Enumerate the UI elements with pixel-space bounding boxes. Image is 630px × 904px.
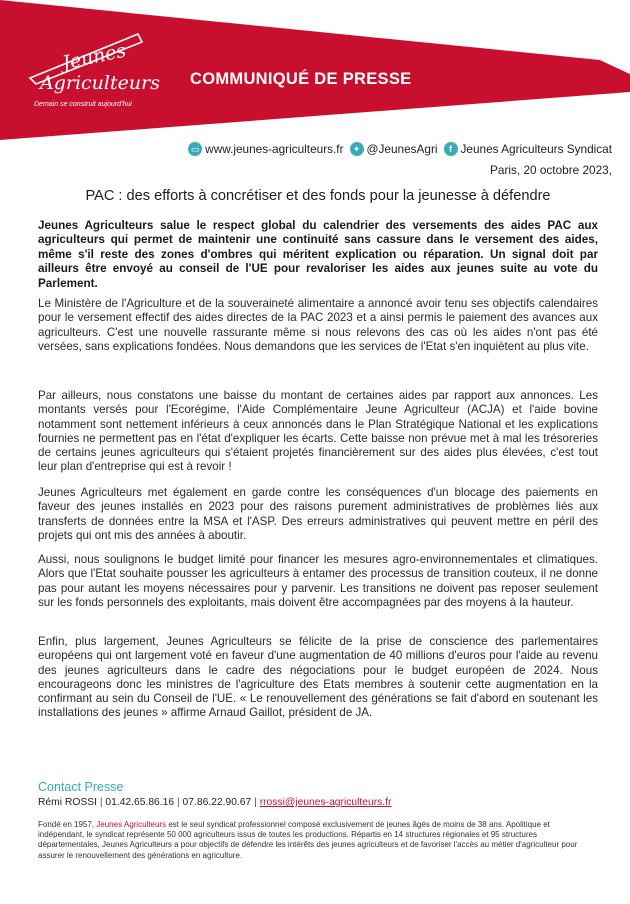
separator: | bbox=[254, 797, 257, 808]
press-contact-details bbox=[38, 797, 391, 808]
facebook-icon: f bbox=[444, 142, 458, 156]
press-contact-mobile[interactable]: 07.86.22.90.67 bbox=[182, 797, 252, 808]
footer-org-name: Jeunes Agriculteurs bbox=[96, 820, 167, 829]
press-contact-email[interactable]: rrossi@jeunes-agriculteurs.fr bbox=[259, 797, 392, 808]
separator: | bbox=[99, 797, 103, 808]
body-paragraph: Jeunes Agriculteurs met également en garde contre les conséquences d'un blocage des paiements en faveur des jeunes installés en 2023 pour des raisons purement administratives de problèmes liés aux transferts de données entre la MSA et l'ASP. Des erreurs administratives qui peuvent mettre en péril des projets qui ont mis des années à aboutir. bbox=[38, 486, 598, 542]
press-contact-heading: Contact Presse bbox=[38, 780, 124, 794]
website-text: www.jeunes-agriculteurs.fr bbox=[205, 142, 344, 156]
document-type-title: COMMUNIQUÉ DE PRESSE bbox=[190, 70, 412, 88]
twitter-icon: ✦ bbox=[350, 142, 364, 156]
footer-text-end: est le seul syndicat professionnel composé exclusivement de jeunes âgés de moins de 38 ans. Apolitique et indépendant, le syndicat représente 50 000 agriculteurs issus de toutes les productions. Répartis en 14 structures régionales et 95 structures départementales, Jeunes Agriculteurs a pour objectifs de défendre les intérêts des jeunes agriculteurs et de favoriser l'accès au métier d'agriculteur pour assurer le renouvellement des générations en agriculture. bbox=[38, 820, 578, 860]
headline: PAC : des efforts à concrétiser et des fonds pour la jeunesse à défendre bbox=[85, 188, 551, 204]
website-link[interactable] bbox=[188, 142, 343, 156]
press-contact-name: Rémi ROSSI bbox=[38, 797, 97, 808]
release-date: Paris, 20 octobre 2023, bbox=[490, 163, 612, 177]
ja-logo[interactable] bbox=[20, 28, 160, 118]
press-contact-phone[interactable]: 01.42.65.86.16 bbox=[105, 797, 175, 808]
contact-links bbox=[188, 142, 612, 156]
logo-text-jeunes: Jeunes bbox=[60, 39, 128, 75]
body-paragraph: Par ailleurs, nous constatons une baisse du montant de certaines aides par rapport aux annonces. Les montants versés pour l'Ecorégime, l'Aide Complémentaire Jeune Agriculteur (ACJA) et l'aide bovine notamment sont nettement inférieurs à ceux annoncés dans le Plan Stratégique National et les explications fournies ne permettent pas en l'état d'expliquer les écarts. Cette baisse non prévue met à mal les trésoreries de certains jeunes agriculteurs qui s'étaient projetés financièrement sur des aides plus élevées, c'est tout leur plan d'entreprise qui est à revoir ! bbox=[38, 389, 598, 474]
body-paragraph: Enfin, plus largement, Jeunes Agriculteurs se félicite de la prise de conscience des parlementaires européens qui ont largement voté en faveur d'une augmentation de 40 millions d'euros pour l'aide au revenu des jeunes agriculteurs dans le cadre des négociations pour le budget européen de 2024. Nous encourageons donc les ministres de l'agriculture des Etats membres à soutenir cette augmentation en la confirmant au sein du Conseil de l'UE. « Le renouvellement des générations se fait d'abord en soutenant les installations des jeunes » affirme Arnaud Gaillot, président de JA. bbox=[38, 635, 598, 720]
separator: | bbox=[176, 797, 180, 808]
web-icon: ▭ bbox=[188, 142, 202, 156]
twitter-link[interactable] bbox=[350, 142, 438, 156]
footer-about bbox=[38, 820, 598, 861]
facebook-link[interactable] bbox=[444, 142, 612, 156]
lead-paragraph: Jeunes Agriculteurs salue le respect global du calendrier des versements des aides PAC aux agriculteurs qui permet de maintenir une continuité sans cassure dans le versement des aides, même s'il reste des zones d'ombres qui méritent explication ou réparation. Un signal doit par ailleurs être envoyé au conseil de l'UE pour revaloriser les aides aux jeunes suite au vote du Parlement. bbox=[38, 219, 598, 290]
facebook-text: Jeunes Agriculteurs Syndicat bbox=[460, 142, 612, 156]
body-paragraph: Le Ministère de l'Agriculture et de la souveraineté alimentaire a annoncé avoir tenu ses objectifs calendaires pour le versement effectif des aides directes de la PAC 2023 et a ainsi permis le paiement des avances aux agriculteurs. C'est une nouvelle rassurante même si nous relevons des cas où les aides n'ont pas été versées, sans explications fondées. Nous demandons que les services de l'Etat s'en inquiètent au plus vite. bbox=[38, 297, 598, 353]
footer-text-start: Fondé en 1957, bbox=[38, 820, 97, 829]
twitter-text: @JeunesAgri bbox=[366, 142, 438, 156]
logo-text-agriculteurs: Agriculteurs bbox=[40, 72, 160, 94]
logo-tagline: Demain se construit aujourd'hui bbox=[34, 101, 132, 108]
body-paragraph: Aussi, nous soulignons le budget limité pour financer les mesures agro-environnementales et climatiques. Alors que l'Etat souhaite pousser les agriculteurs à entamer des processus de transition couteux, il ne donne pas pour autant les moyens nécessaires pour y parvenir. Les transitions ne doivent pas reposer seulement sur les fonds personnels des exploitants, mais doivent être accompagnées par des moyens à la hauteur. bbox=[38, 553, 598, 609]
